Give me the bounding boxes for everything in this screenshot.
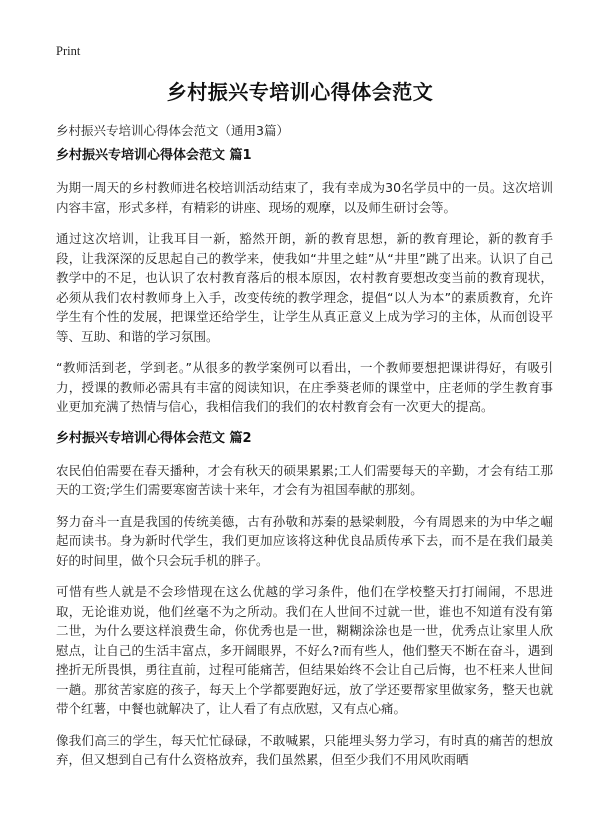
paragraph: 通过这次培训，让我耳目一新，豁然开朗，新的教育思想，新的教育理论，新的教育手段，让我深深的反思起自己的教学来，使我如“井里之蛙”从“井里”跳了出来。认识了自己教学中的不足，也认识了农村教育落后的根本原因，农村教育要想改变当前的教育现状，必须从我们农村教师身上入手，改变传统的教学理念，提倡“以人为本”的素质教育，允许学生有个性的发展，把课堂还给学生，让学生从真正意义上成为学习的主体，从而创设平等、互助、和谐的学习氛围。 [56, 231, 553, 344]
document-title: 乡村振兴专培训心得体会范文 [166, 80, 434, 104]
paragraph: 努力奋斗一直是我国的传统美德，古有孙敬和苏秦的悬梁刺股，今有周恩来的为中华之崛起而读书。身为新时代学生，我们更加应该将这种优良品质传承下去，而不是在我们最美好的时间里，做个只会玩手机的胖子。 [56, 513, 553, 568]
print-label: Print [56, 44, 81, 58]
document-subtitle: 乡村振兴专培训心得体会范文（通用3篇） [56, 123, 289, 138]
paragraph: 可惜有些人就是不会珍惜现在这么优越的学习条件，他们在学校整天打打闹闹，不思进取，无论谁劝说，他们丝毫不为之所动。我们在人世间不过就一世，谁也不知道有没有第二世，为什么要这样浪费生命，你优秀也是一世，糊糊涂涂也是一世，优秀点让家里人欣慰点，让自己的生活丰富点，多开阔眼界，不好么?而有些人，他们整天不断在奋斗，遇到挫折无所畏惧，勇往直前，过程可能痛苦，但结果始终不会让自己后悔，也不枉来人世间一趟。那贫苦家庭的孩子，每天上个学都要跑好远，放了学还要帮家里做家务，整天也就带个红薯，中餐也就解决了，让人看了有点欣慰，又有点心痛。 [56, 584, 553, 716]
paragraph: “教师活到老，学到老。”从很多的教学案例可以看出，一个教师要想把课讲得好，有吸引力，授课的教师必需具有丰富的阅读知识，在庄季葵老师的课堂中，庄老师的学生教育事业更加充满了热情与信心，我相信我们的我们的农村教育会有一次更大的提高。 [56, 360, 553, 414]
paragraph: 为期一周天的乡村教师进名校培训活动结束了，我有幸成为30名学员中的一员。这次培训内容丰富，形式多样，有精彩的讲座、现场的观摩，以及师生研讨会等。 [56, 180, 553, 215]
paragraph: 像我们高三的学生，每天忙忙碌碌，不敢喊累，只能埋头努力学习，有时真的痛苦的想放弃，但又想到自己有什么资格放弃，我们虽然累，但至少我们不用风吹雨晒 [56, 732, 553, 767]
section-heading-2: 乡村振兴专培训心得体会范文 篇2 [56, 430, 252, 446]
section-heading-1: 乡村振兴专培训心得体会范文 篇1 [56, 148, 252, 163]
paragraph: 农民伯伯需要在春天播种，才会有秋天的硕果累累;工人们需要每天的辛勤，才会有结工那天的工资;学生们需要寒窗苦读十来年，才会有为祖国奉献的那刻。 [56, 462, 553, 497]
document-body [56, 146, 553, 782]
